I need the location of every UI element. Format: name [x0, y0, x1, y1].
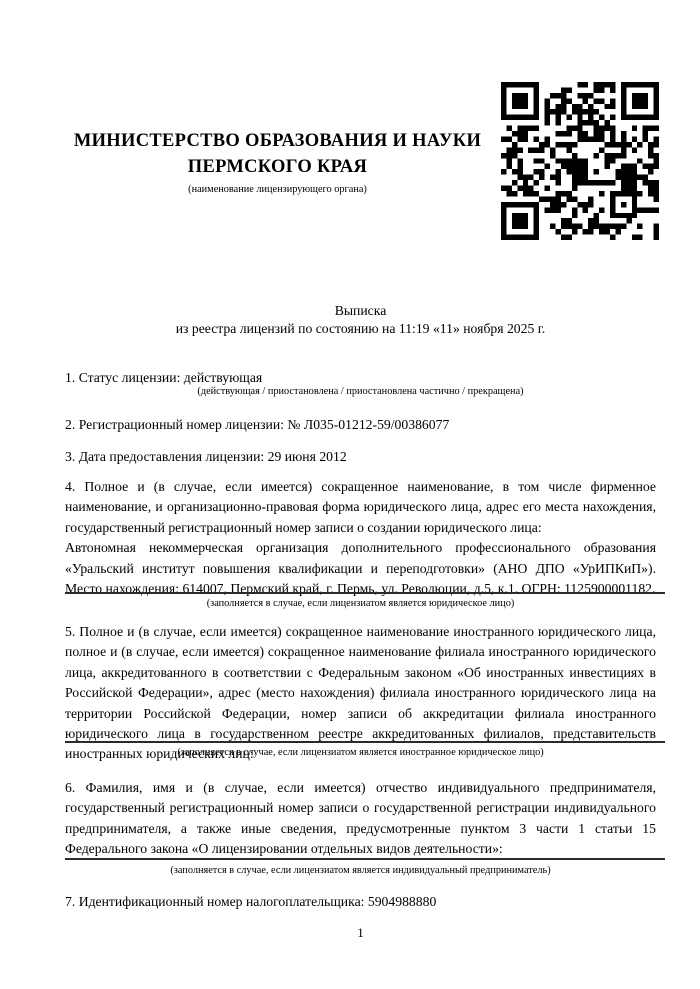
- document-title-line1: Выписка: [334, 303, 387, 318]
- license-status-options-caption: (действующая / приостановлена / приостановлена частично / прекращена): [197, 386, 524, 397]
- license-status: 1. Статус лицензии: действующая: [65, 370, 263, 385]
- license-registration-number: 2. Регистрационный номер лицензии: № Л035-01212-59/00386077: [65, 417, 450, 432]
- licensee-legal-entity-label: 4. Полное и (в случае, если имеется) сокращенное наименование, в том числе фирменное наименование, и организационно-правовая форма юридического лица, адрес его места нахождения, государственный регистрационный номер записи о создании юридического лица:: [65, 479, 656, 535]
- individual-entrepreneur-section: [65, 778, 656, 860]
- legal-entity-fill-caption: (заполняется в случае, если лицензиатом является юридическое лицо): [206, 598, 515, 609]
- entrepreneur-underline: [65, 858, 665, 860]
- ministry-name-line2: ПЕРМСКОГО КРАЯ: [187, 157, 368, 177]
- page-number: 1: [357, 925, 364, 940]
- document-title: [65, 302, 656, 339]
- foreign-entity-underline: [65, 741, 665, 743]
- taxpayer-id: 7. Идентификационный номер налогоплательщика: 5904988880: [65, 894, 437, 909]
- document-title-line2: из реестра лицензий по состоянию на 11:19 «11» ноября 2025 г.: [175, 321, 546, 337]
- entrepreneur-fill-caption: (заполняется в случае, если лицензиатом является индивидуальный предприниматель): [170, 865, 551, 876]
- ministry-caption: (наименование лицензирующего органа): [188, 184, 367, 195]
- foreign-legal-entity-section: [65, 622, 656, 765]
- ministry-header: [65, 128, 490, 196]
- foreign-legal-entity-label: 5. Полное и (в случае, если имеется) сокращенное наименование иностранного юридического лица, полное и (в случае, если имеется) сокращенное наименование филиала иностранного юридического лица, аккредитованного в соответствии с Федеральным законом «Об иностранных инвестициях в Российской Федерации», адрес (место нахождения) филиала иностранного юридического лица на территории Российской Федерации, номер записи об аккредитации филиала иностранного юридического лица в государственном реестре аккредитованных филиалов, представительств иностранных юридических лиц:: [65, 624, 656, 762]
- licensee-legal-entity-value: Автономная некоммерческая организация дополнительного профессионального образования «Уральский институт повышения квалификации и переподготовки» (АНО ДПО «УрИПКиП»). Место нахождения: 614007, Пермский край, г. Пермь, ул. Революции, д.5, к.1. ОГРН: 1125900001182.: [65, 540, 656, 597]
- individual-entrepreneur-label: 6. Фамилия, имя и (в случае, если имеется) отчество индивидуального предпринимателя, государственный регистрационный номер записи о государственной регистрации индивидуального предпринимателя, а также иные сведения, предусмотренные пунктом 3 части 1 статьи 15 Федерального закона «О лицензировании отдельных видов деятельности»:: [65, 780, 656, 857]
- legal-entity-underline: [65, 592, 665, 594]
- qr-code: [501, 82, 659, 240]
- license-grant-date: 3. Дата предоставления лицензии: 29 июня 2012: [65, 449, 347, 464]
- foreign-entity-fill-caption: (заполняется в случае, если лицензиатом является иностранное юридическое лицо): [177, 747, 544, 758]
- licensee-legal-entity-section: [65, 477, 656, 599]
- ministry-name-line1: МИНИСТЕРСТВО ОБРАЗОВАНИЯ И НАУКИ: [73, 131, 482, 151]
